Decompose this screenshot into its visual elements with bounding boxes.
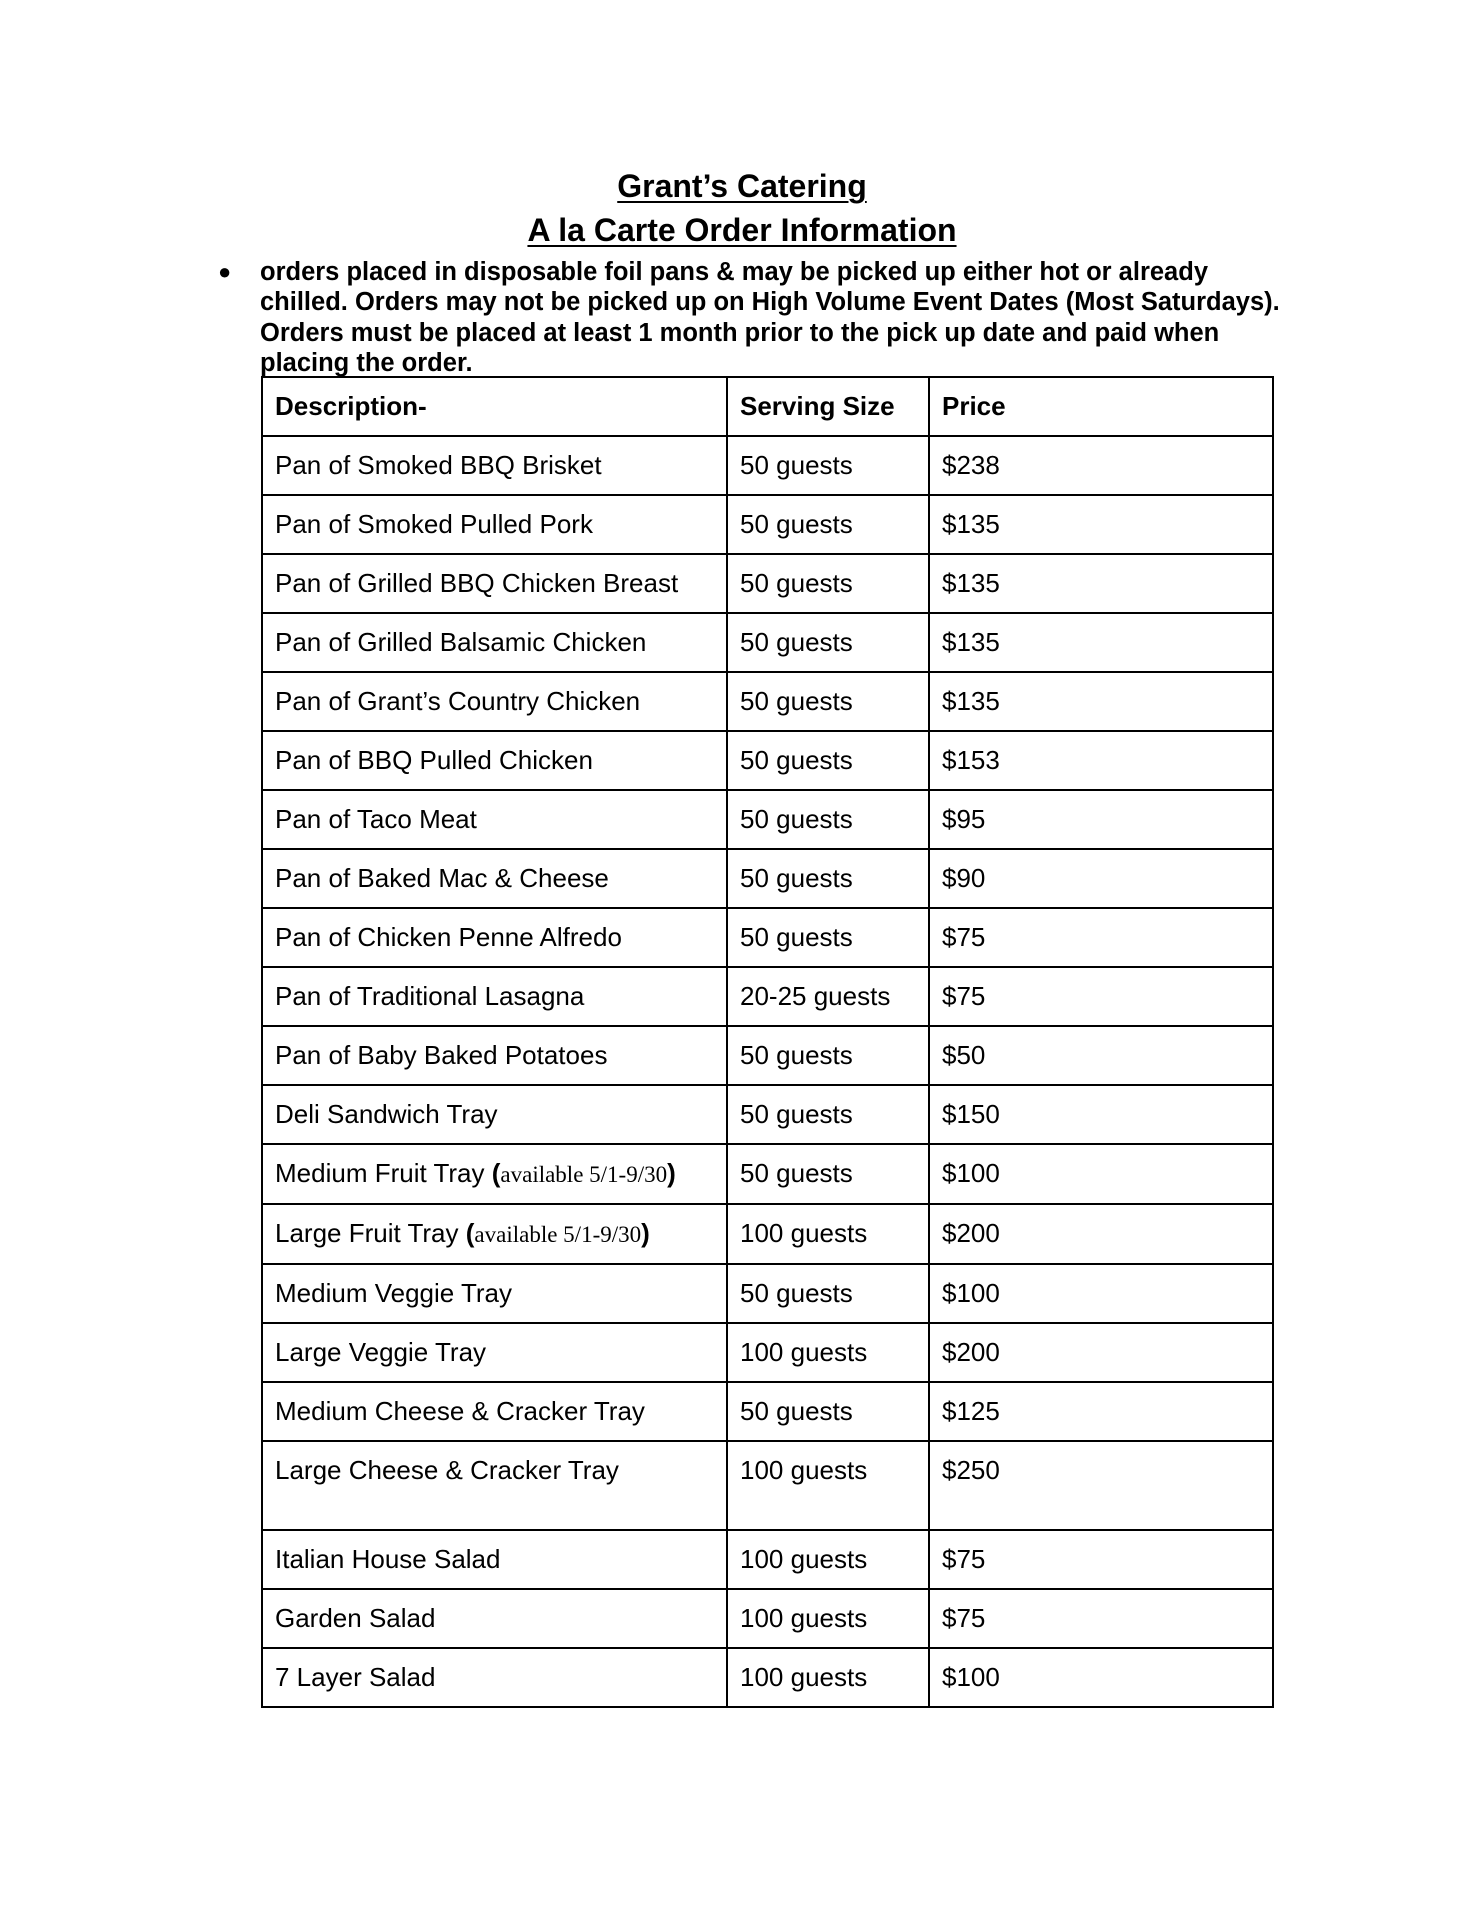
table-row xyxy=(262,613,1273,672)
item-price: $135 xyxy=(929,672,1273,731)
item-name: Pan of BBQ Pulled Chicken xyxy=(275,745,593,775)
item-description xyxy=(262,436,727,495)
item-serving-size: 50 guests xyxy=(727,495,929,554)
table-row xyxy=(262,849,1273,908)
table-row xyxy=(262,1589,1273,1648)
table-row xyxy=(262,672,1273,731)
item-description xyxy=(262,1648,727,1707)
item-name: Medium Veggie Tray xyxy=(275,1278,513,1308)
item-serving-size: 50 guests xyxy=(727,672,929,731)
table-row xyxy=(262,554,1273,613)
item-serving-size: 100 guests xyxy=(727,1204,929,1264)
item-name: Pan of Grilled BBQ Chicken Breast xyxy=(275,568,679,598)
item-description xyxy=(262,495,727,554)
item-serving-size: 100 guests xyxy=(727,1589,929,1648)
table-row xyxy=(262,731,1273,790)
item-serving-size: 50 guests xyxy=(727,436,929,495)
item-name: Italian House Salad xyxy=(275,1544,501,1574)
table-row xyxy=(262,1144,1273,1204)
item-serving-size: 50 guests xyxy=(727,731,929,790)
item-name: Large Cheese & Cracker Tray xyxy=(275,1455,619,1485)
item-price: $135 xyxy=(929,554,1273,613)
item-name: Pan of Smoked BBQ Brisket xyxy=(275,450,602,480)
item-description xyxy=(262,1264,727,1323)
item-description xyxy=(262,1382,727,1441)
item-name: Pan of Grant’s Country Chicken xyxy=(275,686,641,716)
item-name: Pan of Baked Mac & Cheese xyxy=(275,863,609,893)
page-subtitle: A la Carte Order Information xyxy=(527,212,957,248)
bullet-icon: ● xyxy=(218,259,232,284)
item-description xyxy=(262,790,727,849)
item-name: Pan of Chicken Penne Alfredo xyxy=(275,922,622,952)
item-serving-size: 50 guests xyxy=(727,1382,929,1441)
item-description xyxy=(262,1026,727,1085)
table-row xyxy=(262,436,1273,495)
item-price: $100 xyxy=(929,1648,1273,1707)
item-serving-size: 20-25 guests xyxy=(727,967,929,1026)
item-name: Large Veggie Tray xyxy=(275,1337,487,1367)
table-row xyxy=(262,1441,1273,1530)
item-description xyxy=(262,1085,727,1144)
item-price: $100 xyxy=(929,1264,1273,1323)
item-description xyxy=(262,908,727,967)
item-serving-size: 50 guests xyxy=(727,1026,929,1085)
table-row xyxy=(262,1530,1273,1589)
item-serving-size: 50 guests xyxy=(727,790,929,849)
item-name: Pan of Taco Meat xyxy=(275,804,477,834)
item-name: Garden Salad xyxy=(275,1603,436,1633)
item-name: Medium Cheese & Cracker Tray xyxy=(275,1396,645,1426)
menu-table xyxy=(261,376,1274,1708)
item-name: Pan of Grilled Balsamic Chicken xyxy=(275,627,647,657)
item-serving-size: 100 guests xyxy=(727,1323,929,1382)
item-description xyxy=(262,672,727,731)
table-row xyxy=(262,1204,1273,1264)
table-header-row xyxy=(262,377,1273,436)
item-price: $135 xyxy=(929,495,1273,554)
item-name: Pan of Smoked Pulled Pork xyxy=(275,509,593,539)
item-serving-size: 50 guests xyxy=(727,613,929,672)
item-price: $125 xyxy=(929,1382,1273,1441)
item-name: Large Fruit Tray xyxy=(275,1218,459,1248)
item-description xyxy=(262,1589,727,1648)
item-price: $75 xyxy=(929,1530,1273,1589)
item-price: $200 xyxy=(929,1323,1273,1382)
item-description: Medium Fruit Tray (available 5/1-9/30) xyxy=(262,1144,727,1204)
availability-note: available 5/1-9/30 xyxy=(500,1162,668,1187)
item-name: Deli Sandwich Tray xyxy=(275,1099,498,1129)
item-serving-size: 50 guests xyxy=(727,1085,929,1144)
table-row xyxy=(262,1382,1273,1441)
table-row xyxy=(262,1648,1273,1707)
order-info-text: orders placed in disposable foil pans & may be picked up either hot or already chilled. Orders may not be picked up on High Volume Event Dates (Most Saturdays). Orders must be placed at least 1 month prior to the pick up date and paid when placing the order. xyxy=(260,258,1280,377)
item-description: Large Fruit Tray (available 5/1-9/30) xyxy=(262,1204,727,1264)
item-description xyxy=(262,849,727,908)
item-price: $238 xyxy=(929,436,1273,495)
item-price: $50 xyxy=(929,1026,1273,1085)
item-name: Pan of Baby Baked Potatoes xyxy=(275,1040,608,1070)
item-serving-size: 100 guests xyxy=(727,1441,929,1530)
header-price: Price xyxy=(929,377,1273,436)
table-row xyxy=(262,967,1273,1026)
table-row xyxy=(262,1264,1273,1323)
item-name: 7 Layer Salad xyxy=(275,1662,436,1692)
item-description xyxy=(262,731,727,790)
item-description xyxy=(262,1530,727,1589)
item-description xyxy=(262,1441,727,1530)
item-description xyxy=(262,1323,727,1382)
item-serving-size: 50 guests xyxy=(727,1264,929,1323)
table-row xyxy=(262,790,1273,849)
item-serving-size: 50 guests xyxy=(727,908,929,967)
item-serving-size: 100 guests xyxy=(727,1530,929,1589)
item-description xyxy=(262,554,727,613)
item-price: $150 xyxy=(929,1085,1273,1144)
table-row xyxy=(262,495,1273,554)
item-price: $75 xyxy=(929,908,1273,967)
header-description: Description- xyxy=(262,377,727,436)
item-description xyxy=(262,967,727,1026)
item-price: $75 xyxy=(929,1589,1273,1648)
item-serving-size: 50 guests xyxy=(727,554,929,613)
table-row xyxy=(262,908,1273,967)
table-row xyxy=(262,1085,1273,1144)
item-price: $200 xyxy=(929,1204,1273,1264)
item-serving-size: 50 guests xyxy=(727,1144,929,1204)
item-serving-size: 100 guests xyxy=(727,1648,929,1707)
item-price: $135 xyxy=(929,613,1273,672)
item-name: Pan of Traditional Lasagna xyxy=(275,981,585,1011)
item-price: $90 xyxy=(929,849,1273,908)
item-price: $100 xyxy=(929,1144,1273,1204)
item-price: $75 xyxy=(929,967,1273,1026)
header-serving-size: Serving Size xyxy=(727,377,929,436)
item-description xyxy=(262,613,727,672)
availability-note: available 5/1-9/30 xyxy=(474,1222,642,1247)
table-row xyxy=(262,1026,1273,1085)
item-price: $250 xyxy=(929,1441,1273,1530)
item-price: $95 xyxy=(929,790,1273,849)
page-title: Grant’s Catering xyxy=(617,168,867,204)
item-serving-size: 50 guests xyxy=(727,849,929,908)
item-name: Medium Fruit Tray xyxy=(275,1158,485,1188)
table-row xyxy=(262,1323,1273,1382)
item-price: $153 xyxy=(929,731,1273,790)
menu-table-body xyxy=(262,436,1273,1707)
